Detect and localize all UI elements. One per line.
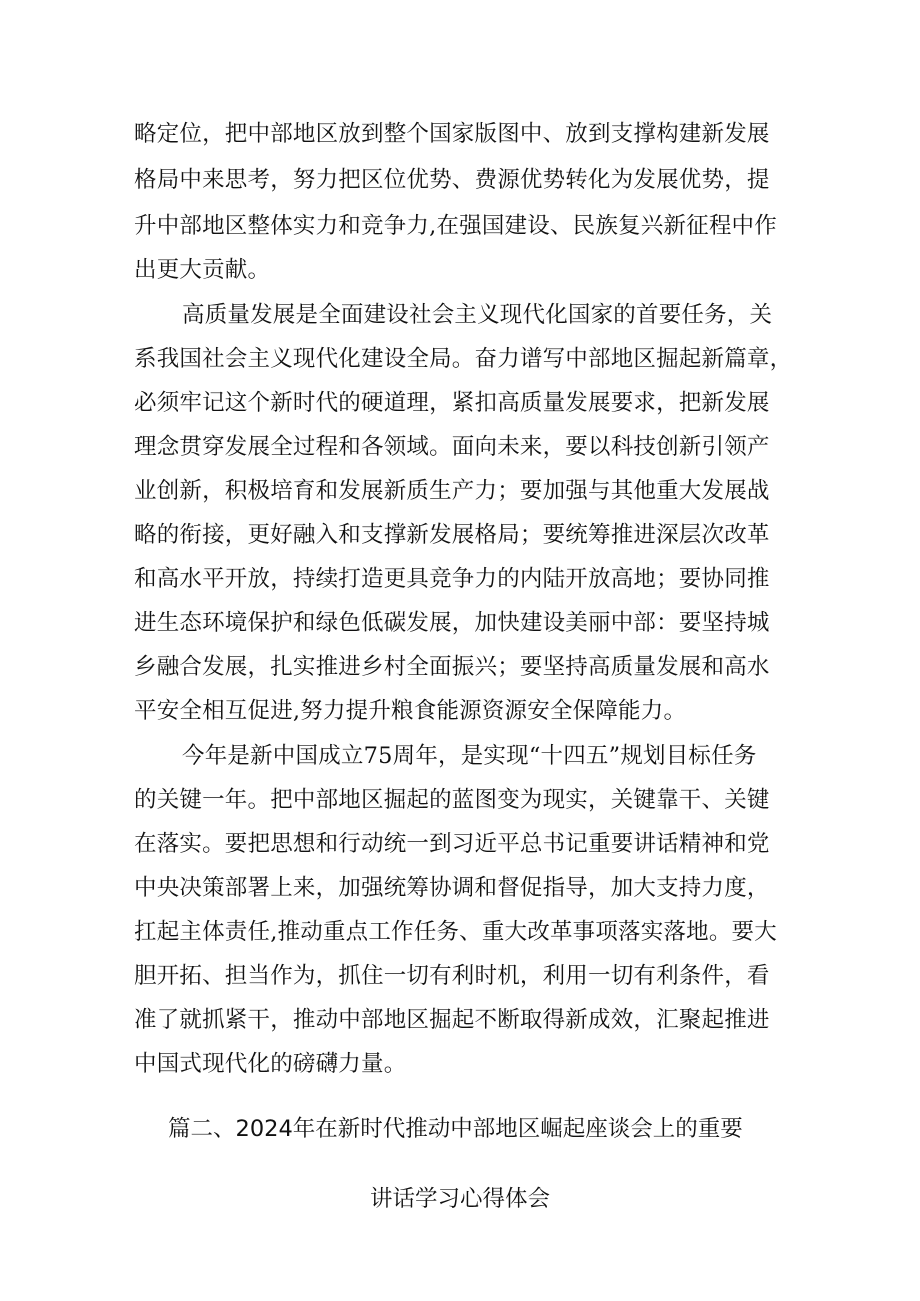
paragraph-3-line-4: 中央决策部署上来，加强统筹协调和督促指导，加大支持力度， (134, 875, 770, 901)
paragraph-2-line-9: 乡融合发展，扎实推进乡村全面振兴；要坚持高质量发展和高水 (134, 654, 770, 680)
paragraph-1-line-4: 出更大贡献。 (134, 257, 271, 283)
paragraph-3-line-7: 准了就抓紧干，推动中部地区掘起不断取得新成效，汇聚起推进 (134, 1007, 770, 1033)
paragraph-2-line-2: 系我国社会主义现代化建设全局。奋力谱写中部地区掘起新篇章， (134, 346, 793, 372)
paragraph-2-line-7: 和高水平开放，持续打造更具竞争力的内陆开放高地；要协同推 (134, 566, 770, 592)
paragraph-3-line-8: 中国式现代化的磅礴力量。 (134, 1051, 407, 1077)
paragraph-2-line-6: 略的衔接，更好融入和支撑新发展格局；要统筹推进深层次改革 (134, 522, 770, 548)
paragraph-2-line-4: 理念贯穿发展全过程和各领域。面向未来，要以科技创新引领产 (134, 434, 770, 460)
paragraph-3-line-6: 胆开拓、担当作为，抓住一切有利时机，利用一切有利条件，看 (134, 963, 770, 989)
paragraph-3-line-3: 在落实。要把思想和行动统一到习近平总书记重要讲话精神和党 (134, 831, 770, 857)
paragraph-2-line-10: 平安全相互促进,努力提升粮食能源资源安全保障能力。 (134, 698, 687, 724)
paragraph-2-line-1: 高质量发展是全面建设社会主义现代化国家的首要任务，关 (182, 302, 773, 328)
paragraph-1-line-2: 格局中来思考，努力把区位优势、费源优势转化为发展优势，提 (134, 167, 770, 193)
paragraph-2-line-3: 必须牢记这个新时代的硬道理，紧扣高质量发展要求，把新发展 (134, 390, 770, 416)
section-heading-line-2: 讲话学习心得体会 (369, 1186, 550, 1212)
paragraph-3-line-5: 扛起主体责任,推动重点工作任务、重大改革事项落实落地。要大 (134, 919, 777, 945)
paragraph-1-line-3: 升中部地区整体实力和竞争力,在强国建设、民族复兴新征程中作 (134, 213, 777, 239)
section-heading-line-1: 篇二、2024年在新时代推动中部地区崛起座谈会上的重要 (168, 1116, 743, 1142)
paragraph-2-line-8: 进生态环境保护和绿色低碳发展，加快建设美丽中部：要坚持城 (134, 610, 770, 636)
paragraph-3-line-1: 今年是新中国成立75周年，是实现“十四五”规划目标任务 (182, 743, 757, 769)
paragraph-3-line-2: 的关键一年。把中部地区掘起的蓝图变为现实，关键靠干、关键 (134, 787, 770, 813)
paragraph-2-line-5: 业创新，积极培育和发展新质生产力；要加强与其他重大发展战 (134, 478, 770, 504)
paragraph-1-line-1: 略定位，把中部地区放到整个国家版图中、放到支撑构建新发展 (134, 121, 770, 147)
